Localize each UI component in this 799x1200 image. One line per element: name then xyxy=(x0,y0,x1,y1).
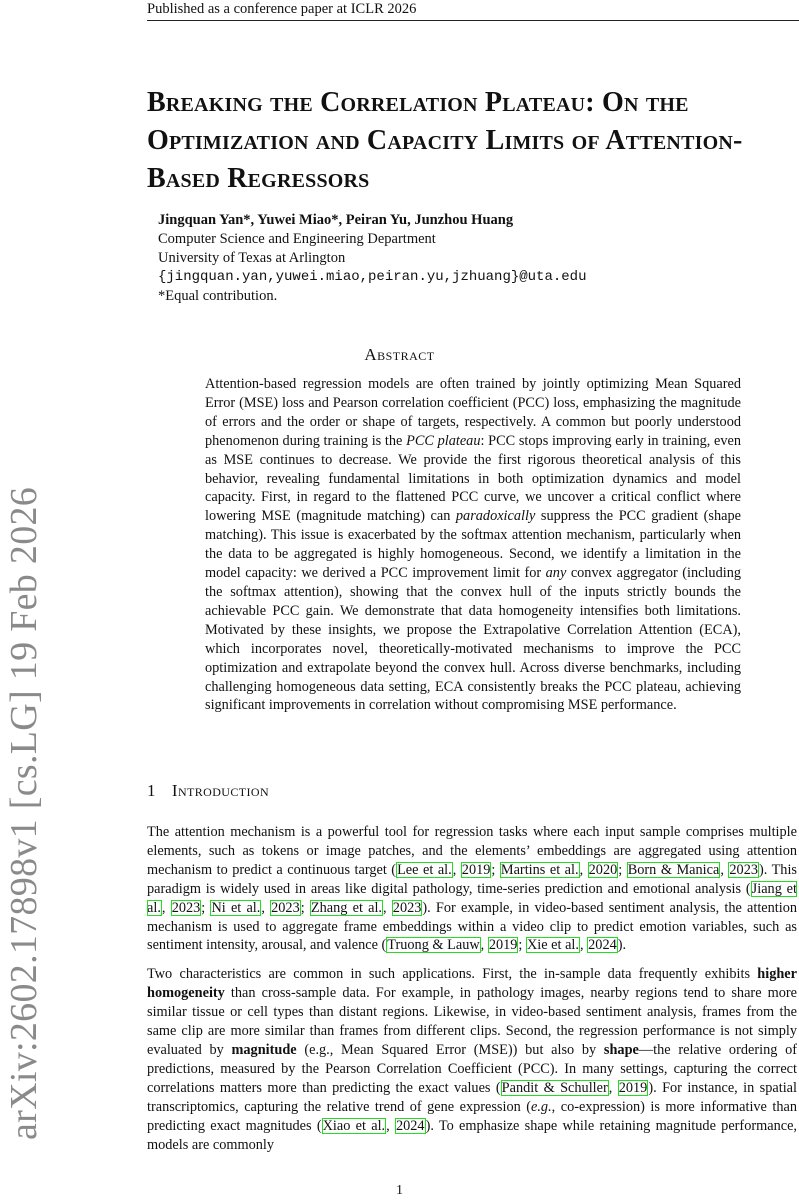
citation-link[interactable]: Jiang et al. xyxy=(147,880,797,916)
italic-text: PCC plateau xyxy=(406,432,481,449)
department: Computer Science and Engineering Department xyxy=(158,231,436,247)
text-run: ). For instance, in spatial transcriptomics, capturing the relative trend of gene expression ( xyxy=(147,1079,797,1115)
italic-text: any xyxy=(545,565,567,582)
citation-link[interactable]: 2019 xyxy=(488,937,518,954)
citation-link[interactable]: 2019 xyxy=(618,1079,648,1096)
citation-link[interactable]: 2023 xyxy=(271,899,300,916)
text-run: , xyxy=(261,899,271,916)
arxiv-identifier[interactable]: arXiv:2602.17898v1 [cs.LG] 19 Feb 2026 xyxy=(3,486,45,1140)
bold-text: magnitude xyxy=(231,1041,297,1058)
italic-text: e.g. xyxy=(531,1098,552,1115)
citation-link[interactable]: 2020 xyxy=(588,861,618,878)
equal-contribution-note: *Equal contribution. xyxy=(158,288,278,304)
italic-text: paradoxically xyxy=(455,508,536,525)
section-number: 1 xyxy=(147,781,156,800)
text-run: suppress the PCC gradient (shape matching). This issue is exacerbated by the softmax attention mechanism, particularly when the data to be aggregated is highly homogeneous. Second, we identify a limitation in the model capacity: we derived a PCC improvement limit for xyxy=(205,508,741,582)
text-run: The attention mechanism is a powerful tool for regression tasks where each input sample comprises multiple elements, such as tokens or image patches, and the elements’ embeddings are aggregated using attention mechanism to predict a continuous target ( xyxy=(147,824,797,878)
author-emails: {jingquan.yan,yuwei.miao,peiran.yu,jzhuang}@uta.edu xyxy=(158,269,587,285)
text-run: convex aggregator (including the softmax attention), showing that the convex hull of the inputs strictly bounds the achievable PCC gain. We demonstrate that data homogeneity intensifies both limitations. Motivated by these insights, we propose the Extrapolative Correlation Attention (ECA), which incorporates novel, theoretically-motivated mechanisms to improve the PCC optimization and extrapolate beyond the convex hull. Across diverse benchmarks, including challenging homogeneous data setting, ECA consistently breaks the PCC plateau, achieving significant improvements in correlation without compromising MSE performance. xyxy=(205,565,741,714)
text-run: , xyxy=(579,937,588,954)
text-run: Two characteristics are common in such applications. First, the in-sample data frequently exhibits xyxy=(147,966,758,983)
citation-link[interactable]: 2023 xyxy=(171,899,201,916)
body-text xyxy=(147,823,797,1164)
citation-link[interactable]: 2023 xyxy=(729,861,758,878)
text-run: : PCC stops improving early in training, even as MSE continues to decrease. We provide the first rigorous theoretical analysis of this behavior, revealing fundamental limitations in both optimization dynamics and model capacity. First, in regard to the flattened PCC curve, we uncover a critical conflict where lowering MSE (magnitude matching) can xyxy=(205,432,741,525)
text-run: ). For example, in video-based sentiment analysis, the attention mechanism is used to aggregate frame embeddings within a video clip to predict emotion variables, such as sentiment intensity, arousal, and valence ( xyxy=(147,899,798,954)
citation-link[interactable]: Lee et al. xyxy=(397,861,452,878)
citation-link[interactable]: Xie et al. xyxy=(526,937,579,954)
text-run: ). xyxy=(617,937,627,954)
text-run: ). To emphasize shape while retaining magnitude performance, models are commonly xyxy=(147,1117,797,1153)
citation-link[interactable]: 2024 xyxy=(588,937,617,954)
abstract-heading: Abstract xyxy=(364,345,435,364)
text-run: ; xyxy=(618,861,627,878)
citation-link[interactable]: 2023 xyxy=(392,899,422,916)
text-run: , co-expression) is more informative than predicting exact magnitudes ( xyxy=(147,1098,797,1134)
text-run: ; xyxy=(201,899,211,916)
author-block xyxy=(158,211,586,306)
text-run: ; xyxy=(300,899,310,916)
page-number: 1 xyxy=(396,1183,403,1198)
text-run: Attention-based regression models are often trained by jointly optimizing Mean Squared Error (MSE) loss and Pearson correlation coefficient (PCC) loss, emphasizing the magnitude of errors and the order or shape of targets, respectively. A common but poorly understood phenomenon during training is the xyxy=(205,376,741,449)
university: University of Texas at Arlington xyxy=(158,250,346,266)
citation-link[interactable]: Martins et al. xyxy=(500,861,579,878)
text-run: than cross-sample data. For example, in pathology images, nearby regions tend to share more similar tissue or cell types than distant regions. Likewise, in video-based sentiment analysis, frames from the same clip are more similar than frames from different clips. Second, the regression performance is not simply evaluated by xyxy=(147,985,797,1058)
text-run: ; xyxy=(491,861,500,878)
paragraph xyxy=(147,965,797,1154)
running-header: Published as a conference paper at ICLR 2026 xyxy=(147,0,799,21)
abstract-text xyxy=(205,375,741,715)
section-heading xyxy=(147,781,269,801)
citation-link[interactable]: Ni et al. xyxy=(211,899,261,916)
citation-link[interactable]: Xiao et al. xyxy=(322,1117,386,1134)
text-run: , xyxy=(480,937,488,954)
section-title: Introduction xyxy=(171,781,270,800)
text-run: , xyxy=(386,1117,395,1134)
text-run: , xyxy=(579,861,588,878)
text-run: ; xyxy=(518,937,526,954)
text-run: , xyxy=(161,899,171,916)
author-names: Jingquan Yan*, Yuwei Miao*, Peiran Yu, Junzhou Huang xyxy=(158,212,514,228)
citation-link[interactable]: Zhang et al. xyxy=(310,899,383,916)
bold-text: higher homogeneity xyxy=(147,966,797,1002)
paper-title: Breaking the Correlation Plateau: On the Optimization and Capacity Limits of Attention-Based Regressors xyxy=(147,87,743,194)
text-run: —the relative ordering of predictions, measured by the Pearson Correlation Coefficient (PCC). In many settings, capturing the correct correlations matters more than predicting the exact values ( xyxy=(147,1041,797,1096)
bold-text: shape xyxy=(603,1041,639,1058)
text-run: , xyxy=(608,1079,618,1096)
text-run: , xyxy=(383,899,392,916)
paragraph xyxy=(147,823,797,955)
text-run: (e.g., Mean Squared Error (MSE)) but also by xyxy=(296,1041,604,1058)
citation-link[interactable]: 2024 xyxy=(395,1117,425,1134)
citation-link[interactable]: Born & Manica xyxy=(627,861,720,878)
citation-link[interactable]: Truong & Lauw xyxy=(387,937,480,954)
text-run: ). This paradigm is widely used in areas like digital pathology, time-series prediction and emotional analysis ( xyxy=(147,861,797,897)
citation-link[interactable]: Pandit & Schuller xyxy=(501,1079,608,1096)
text-run: , xyxy=(720,861,729,878)
text-run: , xyxy=(452,861,461,878)
citation-link[interactable]: 2019 xyxy=(461,861,491,878)
